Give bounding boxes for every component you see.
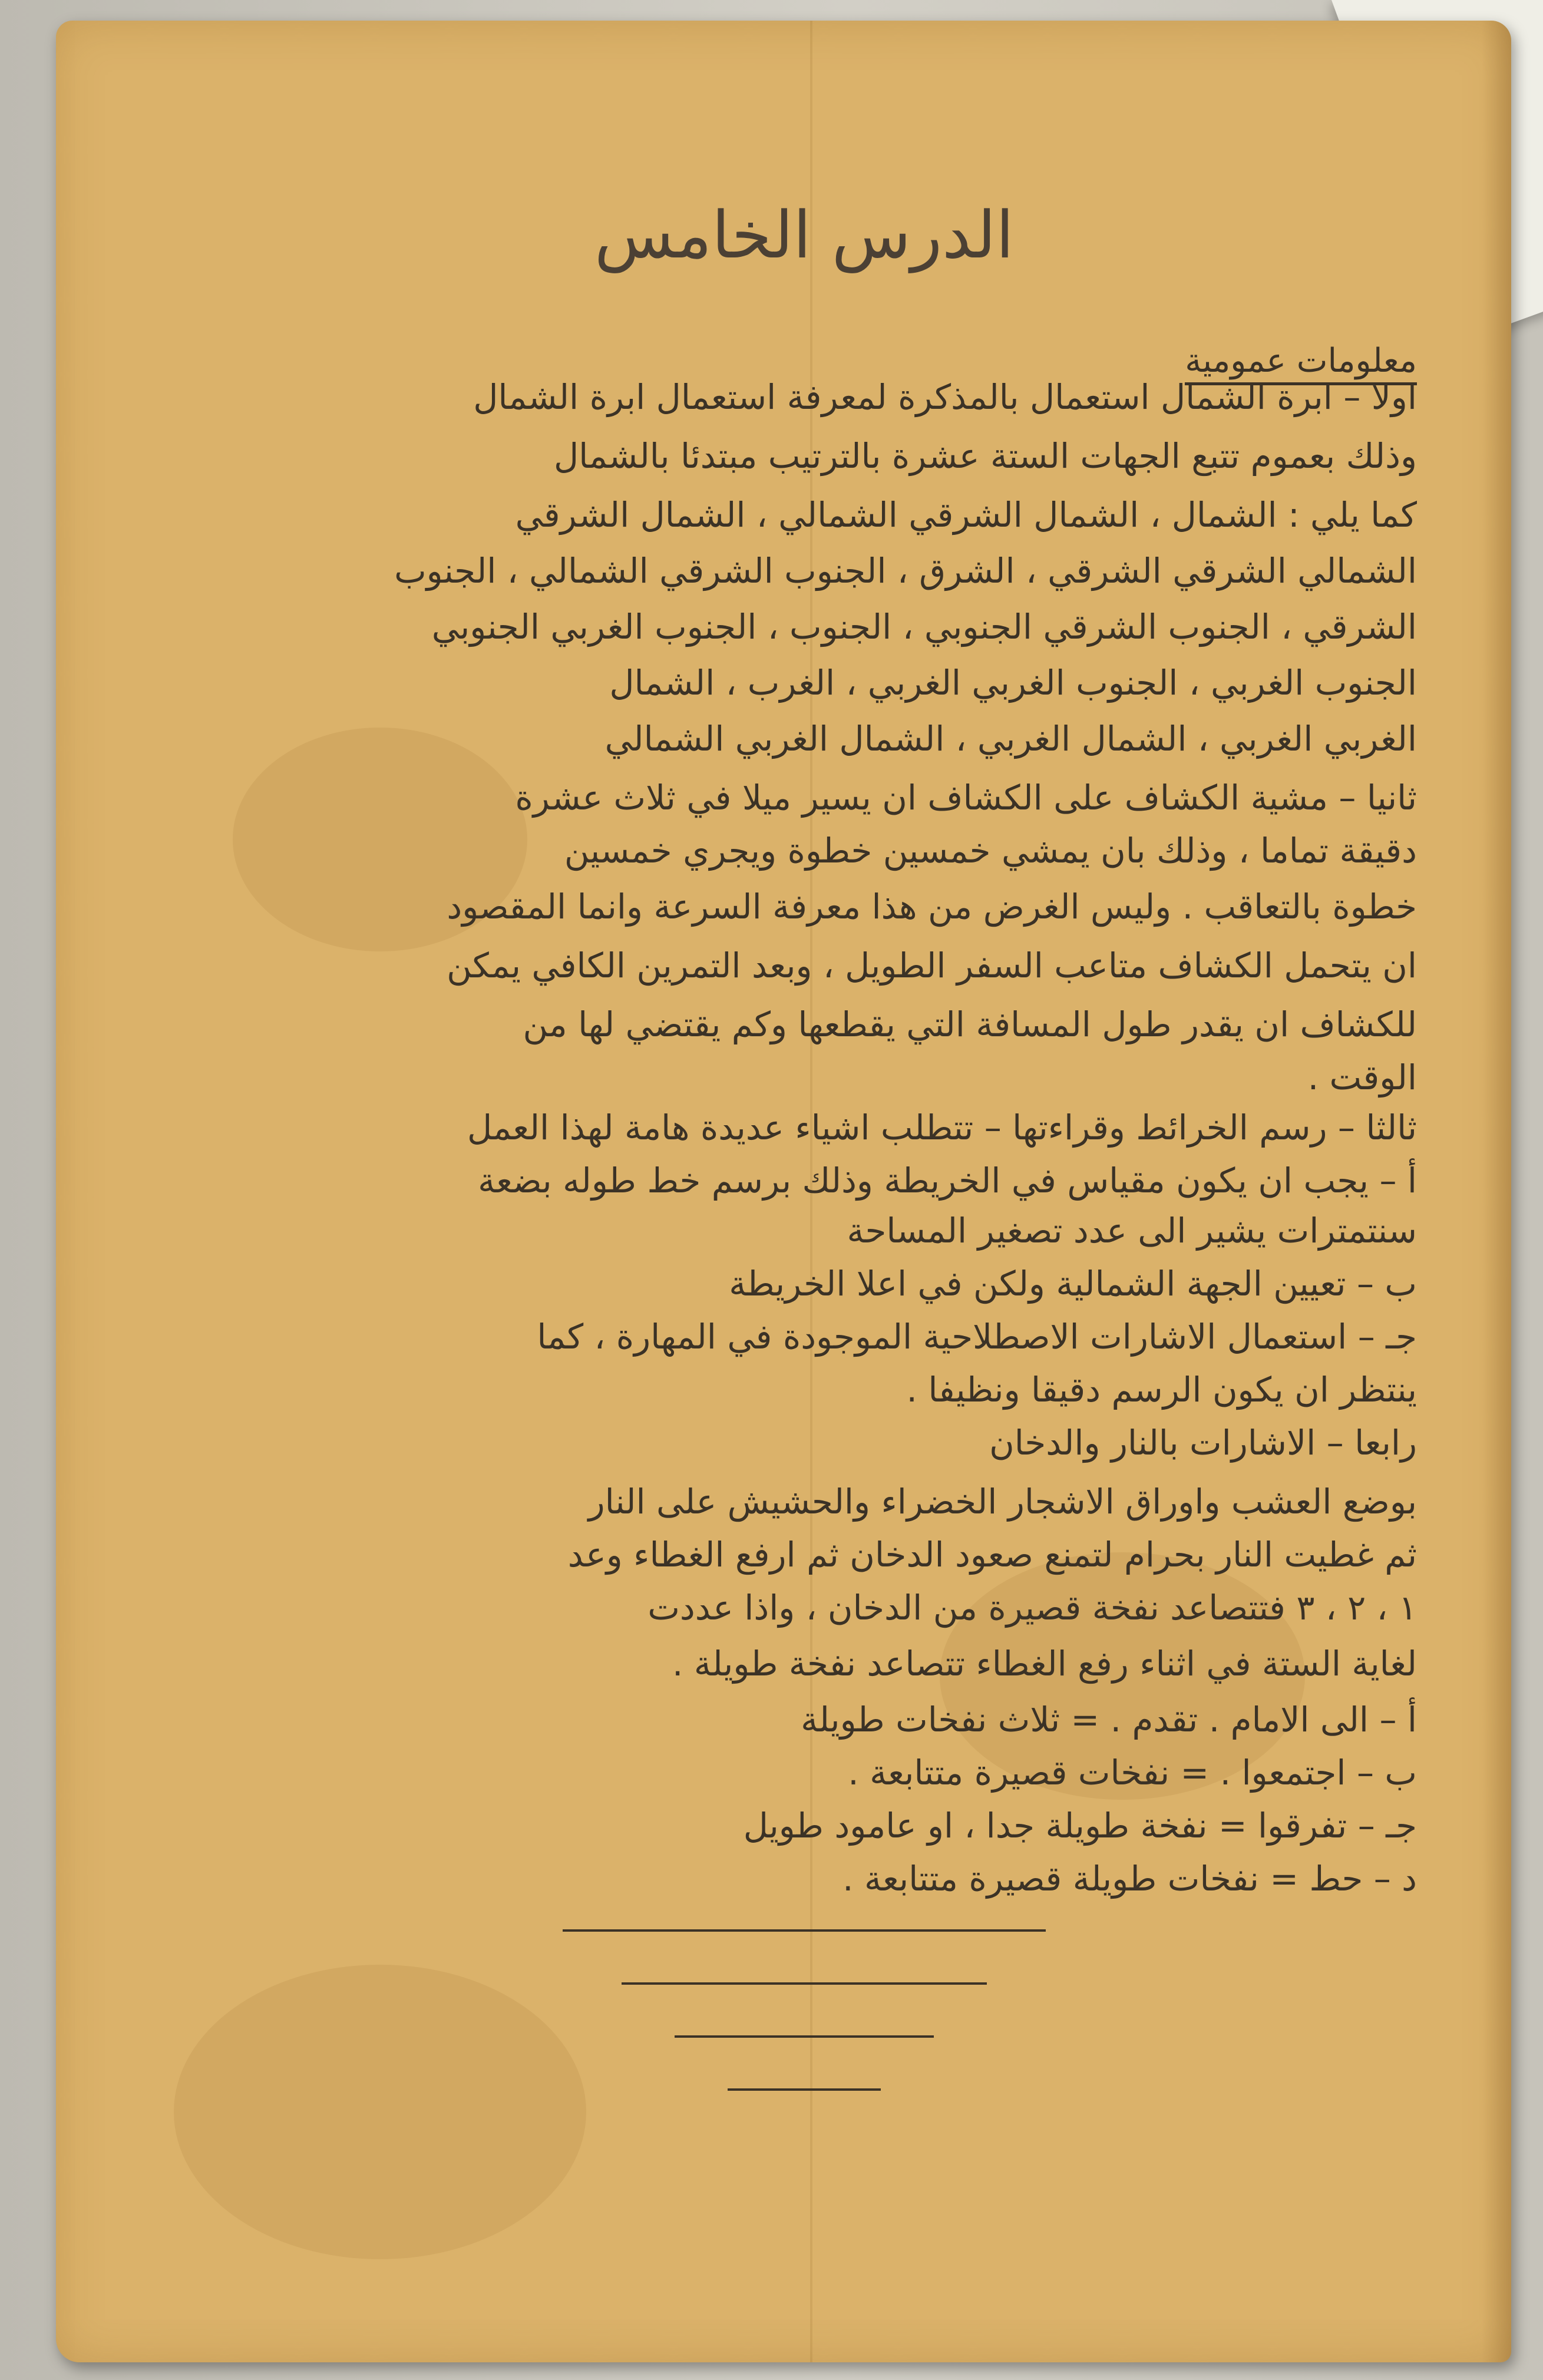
document-title: الدرس الخامس: [594, 197, 1014, 273]
text-line: للكشاف ان يقدر طول المسافة التي يقطعها وكم يقتضي لها من: [523, 1004, 1417, 1044]
text-line: الوقت .: [1307, 1057, 1417, 1098]
text-line: أ – الى الامام . تقدم . = ثلاث نفخات طويلة: [801, 1700, 1417, 1740]
text-line: كما يلي : الشمال ، الشمال الشرقي الشمالي ، الشمال الشرقي: [515, 495, 1417, 535]
text-line: رابعا – الاشارات بالنار والدخان: [989, 1423, 1417, 1463]
text-line: الجنوب الغربي ، الجنوب الغربي الغربي ، الغرب ، الشمال: [609, 663, 1417, 703]
text-line: الغربي الغربي ، الشمال الغربي ، الشمال الغربي الشمالي: [604, 719, 1417, 759]
text-line: د – حط = نفخات طويلة قصيرة متتابعة .: [842, 1859, 1417, 1899]
closing-rule: [728, 2088, 881, 2091]
text-line: الشرقي ، الجنوب الشرقي الجنوبي ، الجنوب ، الجنوب الغربي الجنوبي: [431, 607, 1417, 647]
text-line: سنتمترات يشير الى عدد تصغير المساحة: [847, 1211, 1417, 1251]
paper-stain: [174, 1965, 586, 2259]
text-line: اولا – ابرة الشمال استعمال بالمذكرة لمعرفة استعمال ابرة الشمال: [473, 377, 1417, 417]
text-line: ب – تعيين الجهة الشمالية ولكن في اعلا الخريطة: [729, 1264, 1417, 1304]
text-line: ثم غطيت النار بحرام لتمنع صعود الدخان ثم ارفع الغطاء وعد: [567, 1535, 1417, 1575]
text-line: ١ ، ٢ ، ٣ فتتصاعد نفخة قصيرة من الدخان ، واذا عددت: [647, 1588, 1417, 1628]
text-line: ثانيا – مشية الكشاف على الكشاف ان يسير ميلا في ثلاث عشرة: [515, 778, 1417, 818]
closing-rule: [675, 2035, 934, 2038]
section-subheading: معلومات عمومية: [1185, 342, 1417, 385]
text-line: أ – يجب ان يكون مقياس في الخريطة وذلك برسم خط طوله بضعة: [478, 1161, 1417, 1201]
text-line: لغاية الستة في اثناء رفع الغطاء تتصاعد نفخة طويلة .: [672, 1644, 1417, 1684]
text-line: الشمالي الشرقي الشرقي ، الشرق ، الجنوب الشرقي الشمالي ، الجنوب: [394, 551, 1417, 591]
text-line: ينتظر ان يكون الرسم دقيقا ونظيفا .: [906, 1370, 1417, 1410]
text-line: جـ – استعمال الاشارات الاصطلاحية الموجودة في المهارة ، كما: [537, 1317, 1417, 1357]
closing-rule: [622, 1982, 987, 1985]
text-line: دقيقة تماما ، وذلك بان يمشي خمسين خطوة ويجري خمسين: [564, 831, 1417, 871]
text-line: خطوة بالتعاقب . وليس الغرض من هذا معرفة السرعة وانما المقصود: [447, 887, 1417, 927]
document-page: [56, 21, 1511, 2362]
text-line: جـ – تفرقوا = نفخة طويلة جدا ، او عامود طويل: [743, 1806, 1417, 1846]
text-line: ان يتحمل الكشاف متاعب السفر الطويل ، وبعد التمرين الكافي يمكن: [447, 946, 1417, 986]
text-line: بوضع العشب واوراق الاشجار الخضراء والحشيش على النار: [588, 1482, 1417, 1522]
paper-edge-shadow: [1482, 21, 1511, 2362]
text-line: ب – اجتمعوا . = نفخات قصيرة متتابعة .: [848, 1753, 1417, 1793]
closing-rule: [563, 1929, 1046, 1932]
text-line: وذلك بعموم تتبع الجهات الستة عشرة بالترتيب مبتدئا بالشمال: [553, 436, 1417, 476]
text-line: ثالثا – رسم الخرائط وقراءتها – تتطلب اشياء عديدة هامة لهذا العمل: [467, 1108, 1417, 1148]
